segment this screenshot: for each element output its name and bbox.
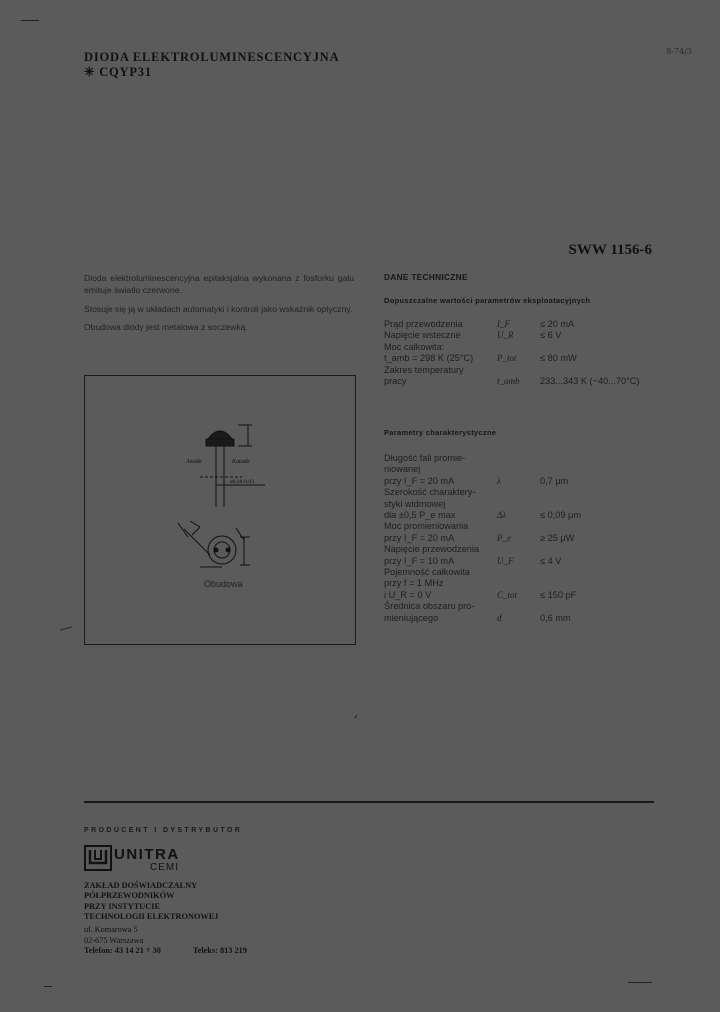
limits-value: ≤ 80 mW [540,353,577,364]
characteristics-value: ≤ 4 V [540,555,562,566]
characteristics-heading: Parametry charakterystyczne [384,428,497,437]
limits-name: Napięcie wsteczne [384,330,461,341]
limits-name: Prąd przewodzenia [384,319,463,329]
characteristics-value: 0,7 μm [540,475,569,486]
corner-mark [21,20,39,21]
characteristics-name: mieniującego [384,612,439,623]
characteristics-symbol: λ [497,475,501,486]
limits-name: Moc całkowita: [384,341,445,352]
cemi-logo-text: CEMI [150,862,179,873]
casing-caption: Obudowa [204,579,243,589]
characteristics-name: przy f = 1 MHz [384,578,444,589]
characteristics-value: ≤ 150 pF [540,589,577,600]
limits-name: Zakres temperatury [384,364,464,375]
characteristics-symbol: C_tot [497,589,518,600]
description [84,272,354,339]
characteristics-value: ≥ 25 μW [540,532,575,543]
org-line-4: TECHNOLOGII ELEKTRONOWEJ [84,911,219,921]
org-line-3: PRZY INSTYTUCIE [84,901,160,911]
characteristics-name: Napięcie przewodzenia [384,544,479,555]
technical-data-heading: DANE TECHNICZNE [384,272,468,282]
limits-symbol: t_amb [497,376,520,386]
description-p1: Dioda elektroluminescencyjna epitaksjalna wykonana z fosforku galu emituje światło czerwone. [84,273,354,296]
characteristics-name: dla ±0,5 P_e max [384,510,456,520]
characteristics-name: Szerokość charaktery- [384,487,476,498]
characteristics-value: 0,6 mm [540,612,571,623]
characteristics-name: Długość fali promie- [384,453,466,463]
characteristics-symbol: P_e [497,532,511,543]
limits-value: ≤ 20 mA [540,319,575,329]
footer-rule [84,801,654,803]
scan-mark [60,626,72,630]
phone-number: Telefon: 43 14 21 ÷ 30 [84,946,161,955]
characteristics-name: i U_R = 0 V [384,589,432,600]
characteristics-name: Moc promieniowania [384,521,469,532]
limits-symbol: U_R [497,330,514,341]
characteristics-name: Średnica obszaru pro- [384,601,475,612]
unitra-logo-text: UNITRA [114,846,180,863]
casing-bottom-outer [208,536,236,564]
limits-heading: Dopuszczalne wartości parametrów eksploatacyjnych [384,296,591,305]
telex-number: Teleks: 813 219 [192,946,247,955]
city-address: 02-675 Warszawa [84,935,144,945]
lens-dome [208,431,232,439]
limits-value: 233...343 K (−40...70°C) [540,376,640,386]
catalog-number: SWW 1156-6 [568,242,652,258]
characteristics-name: Pojemność całkowita [384,567,470,577]
anode-label: Anoda [186,459,202,465]
description-p3: Obudowa diody jest metalowa z soczewką. [84,321,248,332]
org-line-2: PÓŁPRZEWODNIKÓW [84,891,175,901]
characteristics-symbol: U_F [497,555,514,566]
characteristics-symbol: Δλ [497,510,507,520]
unitra-logo-icon [84,845,112,871]
characteristics-symbol: d [497,612,502,623]
casing-flange [206,439,234,446]
casing-drawing [160,415,290,580]
characteristics-name: styki widmowej [384,498,446,509]
limits-name: t_amb = 298 K (25°C) [384,353,474,364]
document-title [84,50,339,80]
limits-symbol: I_F [497,319,510,329]
characteristics-name: przy I_F = 10 mA [384,555,455,566]
description-p2: Stosuje się ją w układach automatyki i kontroli jako wskaźnik optyczny. [84,303,353,314]
limits-symbol: P_tot [497,353,517,364]
corner-mark [628,982,652,983]
characteristics-name: przy I_F = 20 mA [384,532,455,543]
corner-mark [44,986,52,987]
organization-block [84,881,218,922]
characteristics-name: przy I_F = 20 mA [384,475,455,486]
characteristics-name: niowanej [384,464,421,475]
title-line-2: ✳ CQYP31 [84,65,152,79]
diameter-dimension: ø0,48-0,03 [230,479,254,485]
cathode-label: Katoda [232,459,250,465]
scan-mark [355,715,358,719]
org-line-1: ZAKŁAD DOŚWIADCZALNY [84,881,198,890]
title-line-1: DIODA ELEKTROLUMINESCENCYJNA [84,50,340,64]
limits-name: pracy [384,376,407,386]
street-address: ul. Komarowa 5 [84,925,138,934]
contact-block [84,925,247,957]
characteristics-value: ≤ 0,09 μm [540,510,581,520]
producer-label: PRODUCENT I DYSTRYBUTOR [84,827,243,834]
limits-value: ≤ 6 V [540,330,562,341]
page-code: 8-74/3 [666,47,692,56]
